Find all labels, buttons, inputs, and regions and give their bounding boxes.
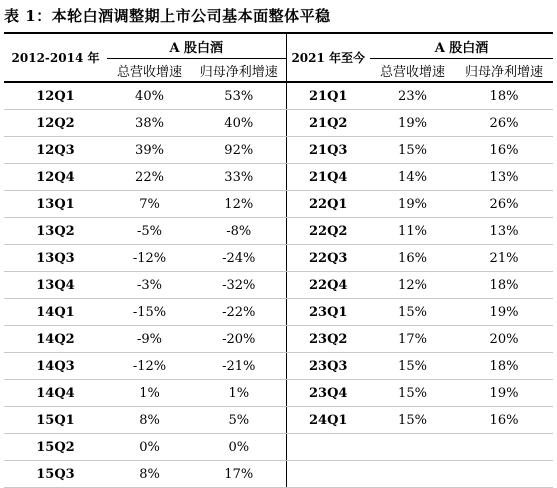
table-row	[4, 272, 553, 299]
left-profit-cell: 12%	[192, 191, 286, 218]
right-quarter-cell: 22Q2	[286, 218, 370, 245]
left-period-header: 2012-2014 年	[4, 33, 107, 82]
table-title: 表 1：本轮白酒调整期上市公司基本面整体平稳	[4, 7, 331, 25]
left-profit-cell: 92%	[192, 137, 286, 164]
table-row	[4, 218, 553, 245]
right-revenue-cell: 15%	[370, 137, 455, 164]
left-profit-header: 归母净利增速	[192, 59, 286, 83]
right-quarter-cell	[286, 434, 370, 461]
right-revenue-cell: 17%	[370, 326, 455, 353]
left-profit-cell: -20%	[192, 326, 286, 353]
table-row	[4, 434, 553, 461]
right-quarter-cell: 23Q3	[286, 353, 370, 380]
table-row	[4, 164, 553, 191]
right-quarter-cell: 23Q4	[286, 380, 370, 407]
right-profit-cell: 16%	[455, 407, 553, 434]
left-revenue-cell: 8%	[107, 407, 192, 434]
left-quarter-cell: 13Q2	[4, 218, 107, 245]
left-profit-cell: -24%	[192, 245, 286, 272]
left-quarter-cell: 13Q4	[4, 272, 107, 299]
left-quarter-cell: 13Q3	[4, 245, 107, 272]
left-profit-cell: 40%	[192, 110, 286, 137]
left-profit-cell: 53%	[192, 82, 286, 110]
right-revenue-cell: 15%	[370, 299, 455, 326]
table-row	[4, 353, 553, 380]
left-revenue-header: 总营收增速	[107, 59, 192, 83]
right-profit-cell	[455, 434, 553, 461]
right-revenue-cell: 15%	[370, 407, 455, 434]
left-revenue-cell: 8%	[107, 461, 192, 488]
left-revenue-cell: -9%	[107, 326, 192, 353]
right-profit-cell: 16%	[455, 137, 553, 164]
right-revenue-header: 总营收增速	[370, 59, 455, 83]
table-row	[4, 326, 553, 353]
header-row-top	[4, 33, 553, 59]
left-quarter-cell: 15Q3	[4, 461, 107, 488]
table-row	[4, 245, 553, 272]
left-profit-cell: 0%	[192, 434, 286, 461]
right-revenue-cell: 23%	[370, 82, 455, 110]
right-group-header: A 股白酒	[370, 33, 553, 59]
table-row	[4, 82, 553, 110]
table-row	[4, 299, 553, 326]
left-revenue-cell: -5%	[107, 218, 192, 245]
left-revenue-cell: 0%	[107, 434, 192, 461]
right-revenue-cell: 15%	[370, 353, 455, 380]
right-quarter-cell: 21Q2	[286, 110, 370, 137]
right-revenue-cell: 19%	[370, 191, 455, 218]
right-profit-cell: 18%	[455, 82, 553, 110]
table-row	[4, 137, 553, 164]
right-profit-cell: 18%	[455, 272, 553, 299]
left-quarter-cell: 12Q4	[4, 164, 107, 191]
right-profit-cell: 20%	[455, 326, 553, 353]
right-profit-cell: 13%	[455, 164, 553, 191]
right-revenue-cell: 16%	[370, 245, 455, 272]
left-profit-cell: -22%	[192, 299, 286, 326]
right-quarter-cell: 21Q4	[286, 164, 370, 191]
table-row	[4, 380, 553, 407]
table-header	[4, 33, 553, 82]
right-profit-cell: 26%	[455, 110, 553, 137]
left-revenue-cell: 1%	[107, 380, 192, 407]
left-quarter-cell: 14Q4	[4, 380, 107, 407]
left-quarter-cell: 12Q2	[4, 110, 107, 137]
left-quarter-cell: 12Q1	[4, 82, 107, 110]
left-revenue-cell: 7%	[107, 191, 192, 218]
right-revenue-cell: 11%	[370, 218, 455, 245]
growth-table	[4, 32, 553, 488]
left-profit-cell: 5%	[192, 407, 286, 434]
left-profit-cell: 33%	[192, 164, 286, 191]
left-profit-cell: -32%	[192, 272, 286, 299]
right-profit-cell: 13%	[455, 218, 553, 245]
left-revenue-cell: 38%	[107, 110, 192, 137]
right-profit-cell	[455, 461, 553, 488]
right-quarter-cell: 24Q1	[286, 407, 370, 434]
right-revenue-cell: 12%	[370, 272, 455, 299]
right-quarter-cell: 22Q4	[286, 272, 370, 299]
left-revenue-cell: 39%	[107, 137, 192, 164]
table-row	[4, 110, 553, 137]
left-quarter-cell: 12Q3	[4, 137, 107, 164]
left-revenue-cell: -3%	[107, 272, 192, 299]
right-revenue-cell: 19%	[370, 110, 455, 137]
left-group-header: A 股白酒	[107, 33, 286, 59]
left-quarter-cell: 14Q2	[4, 326, 107, 353]
left-quarter-cell: 15Q1	[4, 407, 107, 434]
left-revenue-cell: -12%	[107, 353, 192, 380]
left-quarter-cell: 14Q1	[4, 299, 107, 326]
left-revenue-cell: -12%	[107, 245, 192, 272]
right-revenue-cell	[370, 461, 455, 488]
right-quarter-cell: 23Q2	[286, 326, 370, 353]
left-revenue-cell: 22%	[107, 164, 192, 191]
right-profit-header: 归母净利增速	[455, 59, 553, 83]
right-revenue-cell: 15%	[370, 380, 455, 407]
left-profit-cell: -21%	[192, 353, 286, 380]
right-revenue-cell: 14%	[370, 164, 455, 191]
left-quarter-cell: 15Q2	[4, 434, 107, 461]
right-quarter-cell: 21Q3	[286, 137, 370, 164]
right-profit-cell: 21%	[455, 245, 553, 272]
right-quarter-cell: 22Q1	[286, 191, 370, 218]
left-revenue-cell: -15%	[107, 299, 192, 326]
table-row	[4, 461, 553, 488]
right-profit-cell: 19%	[455, 299, 553, 326]
right-quarter-cell: 23Q1	[286, 299, 370, 326]
right-profit-cell: 26%	[455, 191, 553, 218]
table-row	[4, 407, 553, 434]
right-quarter-cell: 21Q1	[286, 82, 370, 110]
right-quarter-cell: 22Q3	[286, 245, 370, 272]
left-profit-cell: -8%	[192, 218, 286, 245]
table-body	[4, 82, 553, 488]
left-quarter-cell: 13Q1	[4, 191, 107, 218]
right-revenue-cell	[370, 434, 455, 461]
right-period-header: 2021 年至今	[286, 33, 370, 82]
right-quarter-cell	[286, 461, 370, 488]
right-profit-cell: 18%	[455, 353, 553, 380]
left-quarter-cell: 14Q3	[4, 353, 107, 380]
left-profit-cell: 17%	[192, 461, 286, 488]
table-row	[4, 191, 553, 218]
left-revenue-cell: 40%	[107, 82, 192, 110]
left-profit-cell: 1%	[192, 380, 286, 407]
right-profit-cell: 19%	[455, 380, 553, 407]
